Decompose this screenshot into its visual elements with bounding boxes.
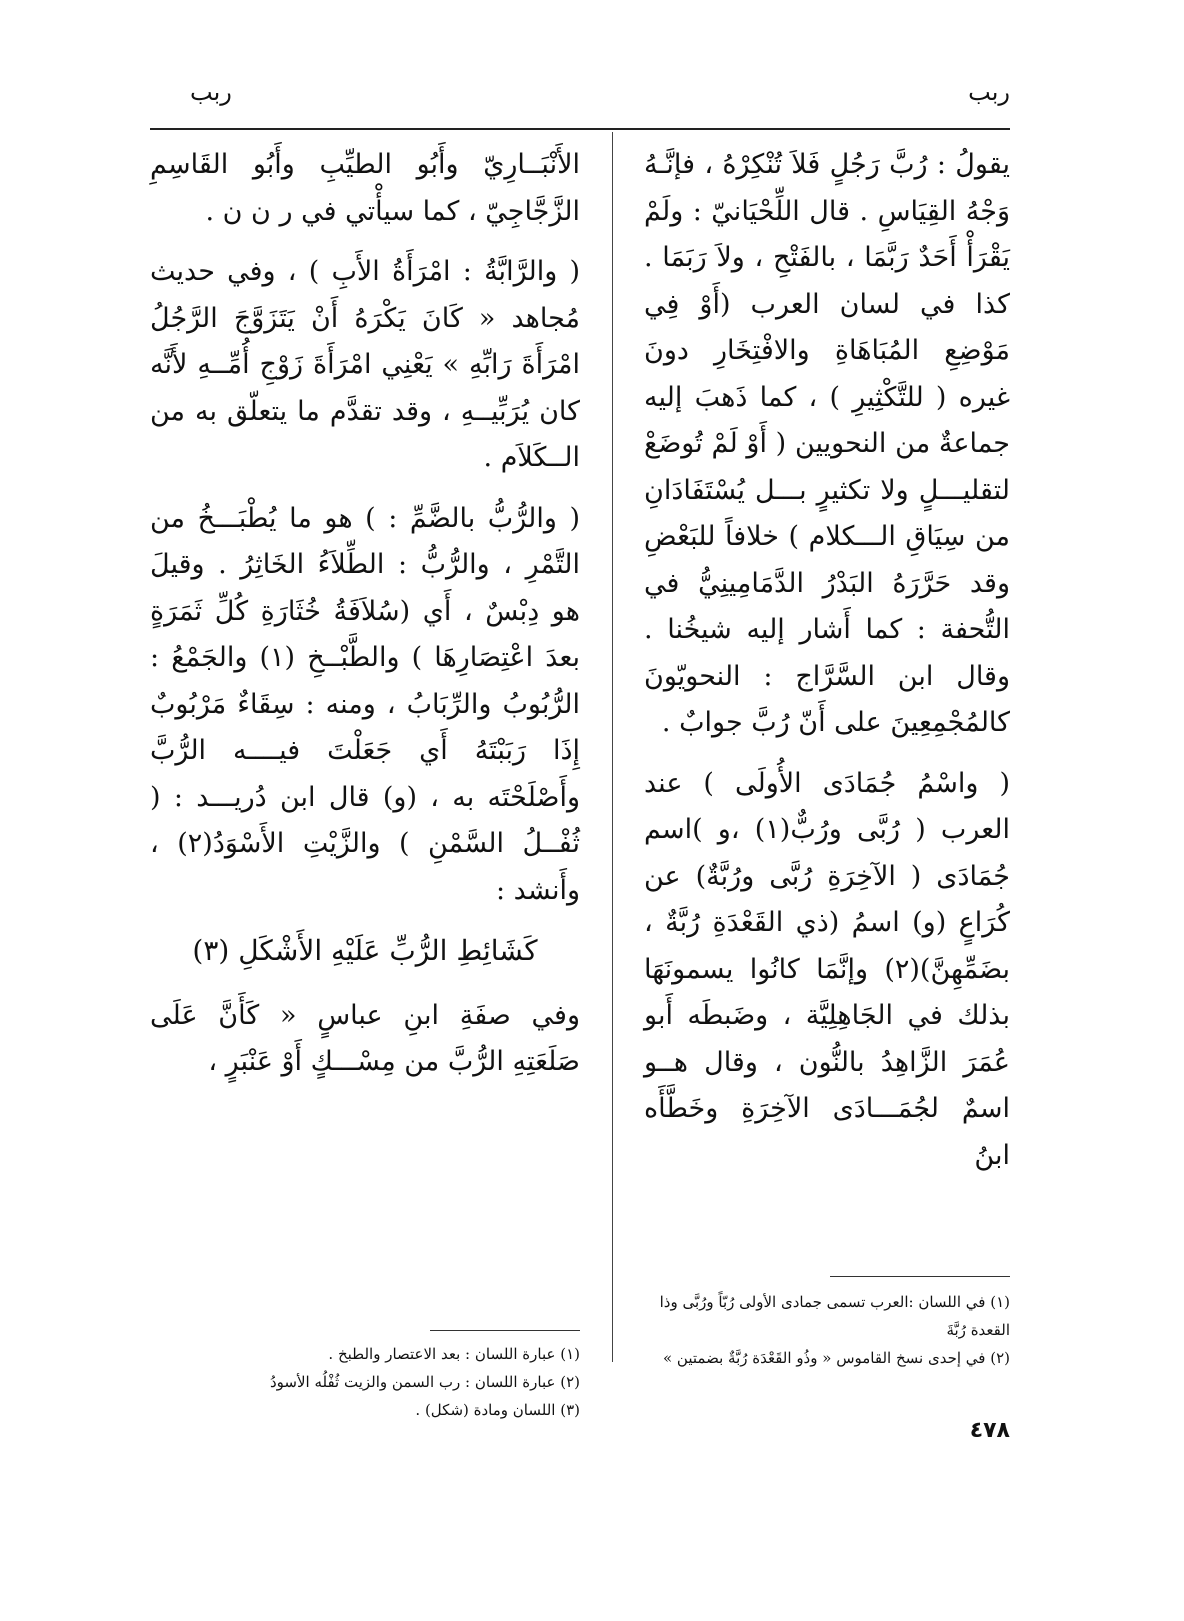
header-left-word: ربب xyxy=(190,78,232,106)
right-column xyxy=(644,142,1010,1179)
page-header xyxy=(150,80,1010,104)
footnote-right-1: (١) في اللسان :العرب تسمى جمادى الأولى رُبّاً ورُبَّى وذا القعدة رُبَّةَ xyxy=(659,1293,1010,1339)
page-number: ٤٧٨ xyxy=(969,1418,1010,1443)
left-column-paragraph-1: الأَنْبَــارِيّ وأَبُو الطيِّبِ وأَبُو القَاسِمِ الزَّجَّاجِيّ ، كما سيأْتي في ر ن ن . xyxy=(150,149,580,227)
footnotes-right xyxy=(644,1288,1010,1372)
left-column xyxy=(150,142,580,1086)
right-column-paragraph-1: يقولُ : رُبَّ رَجُلٍ فَلاَ تُنْكِرْهُ ، فإنَّـهُ وَجْهُ القِيَاسِ . قال اللِّحْيَانيّ : ولَمْ يَقْرَأْ أَحَدٌ رَبَّمَا ، بالفَتْحِ ، ولاَ رَبَمَا . كذا في لسان العرب (أَوْ فِي مَوْضِعِ المُبَاهَاةِ والافْتِخَارِ دونَ غيره ( للتَّكْثِيرِ ) ، كما ذَهبَ إليه جماعةٌ من النحويين ( أَوْ لَمْ تُوضَعْ لتقليـــلٍ ولا تكثيرٍ بـــل يُسْتَفَادَانِ من سِيَاقِ الـــكلام ) خلافاً للبَعْضِ وقد حَرَّرَهُ البَدْرُ الدَّمَامِينِيُّ في التُّحفة : كما أَشار إليه شيخُنا . وقال ابن السَّرَّاج : النحويّونَ كالمُجْمِعِينَ على أَنّ رُبَّ جوابٌ . xyxy=(644,149,1010,738)
paragraph-gap xyxy=(150,235,580,249)
right-column-paragraph-2: ( واسْمُ جُمَادَى الأُولَى ) عند العرب ( رُبَّى ورُبٌّ(١) ،و )اسم جُمَادَى ( الآخِرَةِ رُبَّى ورُبَّةٌ) عن كُرَاعٍ (و) اسمُ (ذي القَعْدَةِ رُبَّةٌ ، بضَمِّهِنَّ)(٢) وإنَّمَا كانُوا يسمونَهَا بذلك في الجَاهِلِيَّة ، وضَبطَه أَبو عُمَرَ الزَّاهِدُ بالنُّون ، وقال هــو اسمٌ لجُمَـــادَى الآخِرَةِ وخَطَّأَه ابنُ xyxy=(644,767,1010,1171)
verse-line: كَشَائِطِ الرُّبِّ عَلَيْهِ الأَشْكَلِ (٣) xyxy=(192,934,538,967)
paragraph-gap xyxy=(644,747,1010,761)
left-column-paragraph-2: ( والرَّابَّةُ : امْرَأَةُ الأَبِ ) ، وفي حديث مُجاهد « كَانَ يَكْرَهُ أَنْ يَتَزَوَّجَ الرَّجُلُ امْرَأَةَ رَابِّهِ » يَعْنِي امْرَأَةَ زَوْجِ أُمِّــهِ لأَنَّه كان يُرَبِّيــهِ ، وقد تقدَّم ما يتعلّق به من الــكَلاَم . xyxy=(150,256,580,473)
footnote-right-2: (٢) في إحدى نسخ القاموس « وذُو القَعْدَة رُبَّةٌ بضمتين » xyxy=(662,1349,1010,1367)
header-rule xyxy=(150,128,1010,130)
footnote-left-3: (٣) اللسان ومادة (شكل) . xyxy=(415,1401,580,1419)
column-divider xyxy=(612,132,613,1362)
paragraph-gap xyxy=(150,482,580,496)
header-right-word: ربب xyxy=(968,78,1010,106)
left-column-paragraph-3: ( والرُّبُّ بالضَّمِّ : ) هو ما يُطْبَـــخُ من التَّمْرِ ، والرُّبُّ : الطِّلاَءُ الخَاثِرُ . وقيلَ هو دِبْسٌ ، أَي (سُلاَفَةُ خُثَارَةِ كُلِّ ثَمَرَةٍ بعدَ اعْتِصَارِهَا ) والطَّبْــخِ (١) والجَمْعُ : الرُّبُوبُ والرِّبَابُ ، ومنه : سِقَاءٌ مَرْبُوبٌ إِذَا رَبَبْتَهُ أَي جَعَلْتَ فيــــه الرُّبَّ وأَصْلَحْتَه به ، (و) قال ابن دُريـــد : ( ثُفْــلُ السَّمْنِ ) والزَّيْتِ الأَسْوَدُ(٢) ، وأَنشد : xyxy=(150,502,580,906)
footnote-rule-right xyxy=(830,1276,1010,1277)
footnote-left-2: (٢) عبارة اللسان : رب السمن والزيت ثُفْلُه الأسودُ xyxy=(269,1373,580,1391)
footnote-rule-left xyxy=(430,1330,580,1331)
footnotes-left xyxy=(150,1340,580,1424)
footnote-left-1: (١) عبارة اللسان : بعد الاعتصار والطبخ . xyxy=(328,1345,580,1363)
left-column-paragraph-4: وفي صفَةِ ابنِ عباسٍ « كَأَنَّ عَلَى صَلَعَتِهِ الرُّبَّ من مِسْـــكٍ أَوْ عَنْبَرٍ ، xyxy=(150,999,580,1077)
